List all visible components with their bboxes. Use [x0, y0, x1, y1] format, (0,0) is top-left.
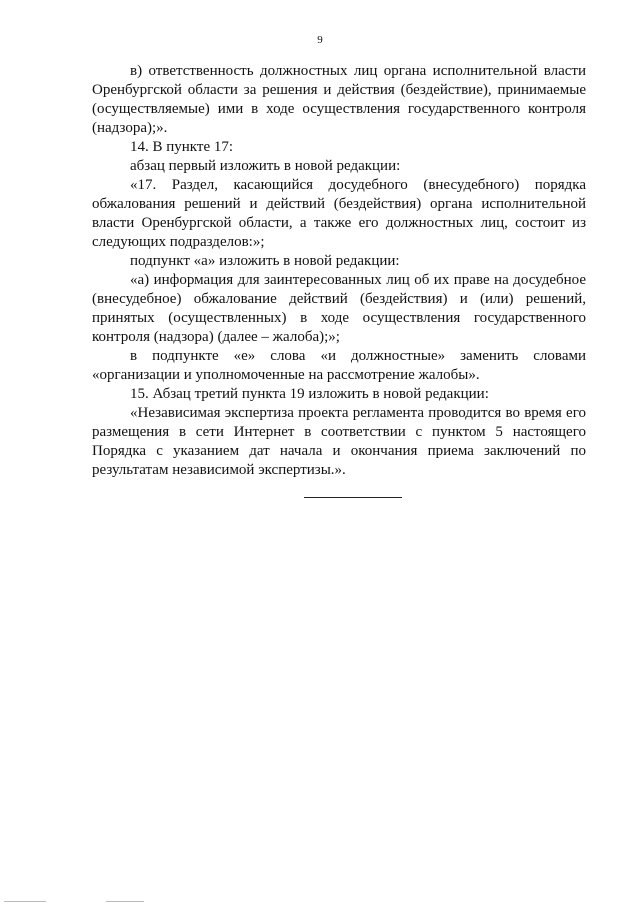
paragraph-first-abzac: абзац первый изложить в новой редакции: — [130, 158, 401, 174]
page-number: 9 — [317, 34, 323, 46]
paragraph-subitem-e: в подпункте «е» слова «и должностные» заменить словами «организации и уполномоченные на рассмотрение жалобы». — [92, 348, 586, 383]
paragraph-v-responsibility: в) ответственность должностных лиц органа исполнительной власти Оренбургской области за решения и действия (бездействие), принимаемые (осуществляемые) ими в ходе осуществления государственного контроля (надзора);». — [92, 63, 586, 136]
closing-separator-line — [304, 497, 402, 498]
paragraph-item-15-text: «Независимая экспертиза проекта регламента проводится во время его размещения в сети Интернет в соответствии с пунктом 5 настоящего Порядка с указанием дат начала и окончания приема заключений по результатам независимой экспертизы.». — [92, 405, 586, 478]
paragraph-item-14: 14. В пункте 17: — [130, 139, 234, 155]
scan-artifact-right — [106, 901, 144, 902]
paragraph-subitem-a-text: «а) информация для заинтересованных лиц об их праве на досудебное (внесудебное) обжалование действий (бездействия) и (или) решений, принятых (осуществленных) в ходе осуществления государственного контроля (надзора) (далее – жалоба);»; — [92, 272, 586, 345]
paragraph-item-15: 15. Абзац третий пункта 19 изложить в новой редакции: — [130, 386, 489, 402]
document-body — [92, 62, 586, 480]
scan-artifact-left — [4, 901, 46, 902]
paragraph-subitem-a: подпункт «а» изложить в новой редакции: — [130, 253, 400, 269]
paragraph-item-17-text: «17. Раздел, касающийся досудебного (внесудебного) порядка обжалования решений и действий (бездействия) органа исполнительной власти Оренбургской области, а также его должностных лиц, состоит из следующих подразделов:»; — [92, 177, 586, 250]
